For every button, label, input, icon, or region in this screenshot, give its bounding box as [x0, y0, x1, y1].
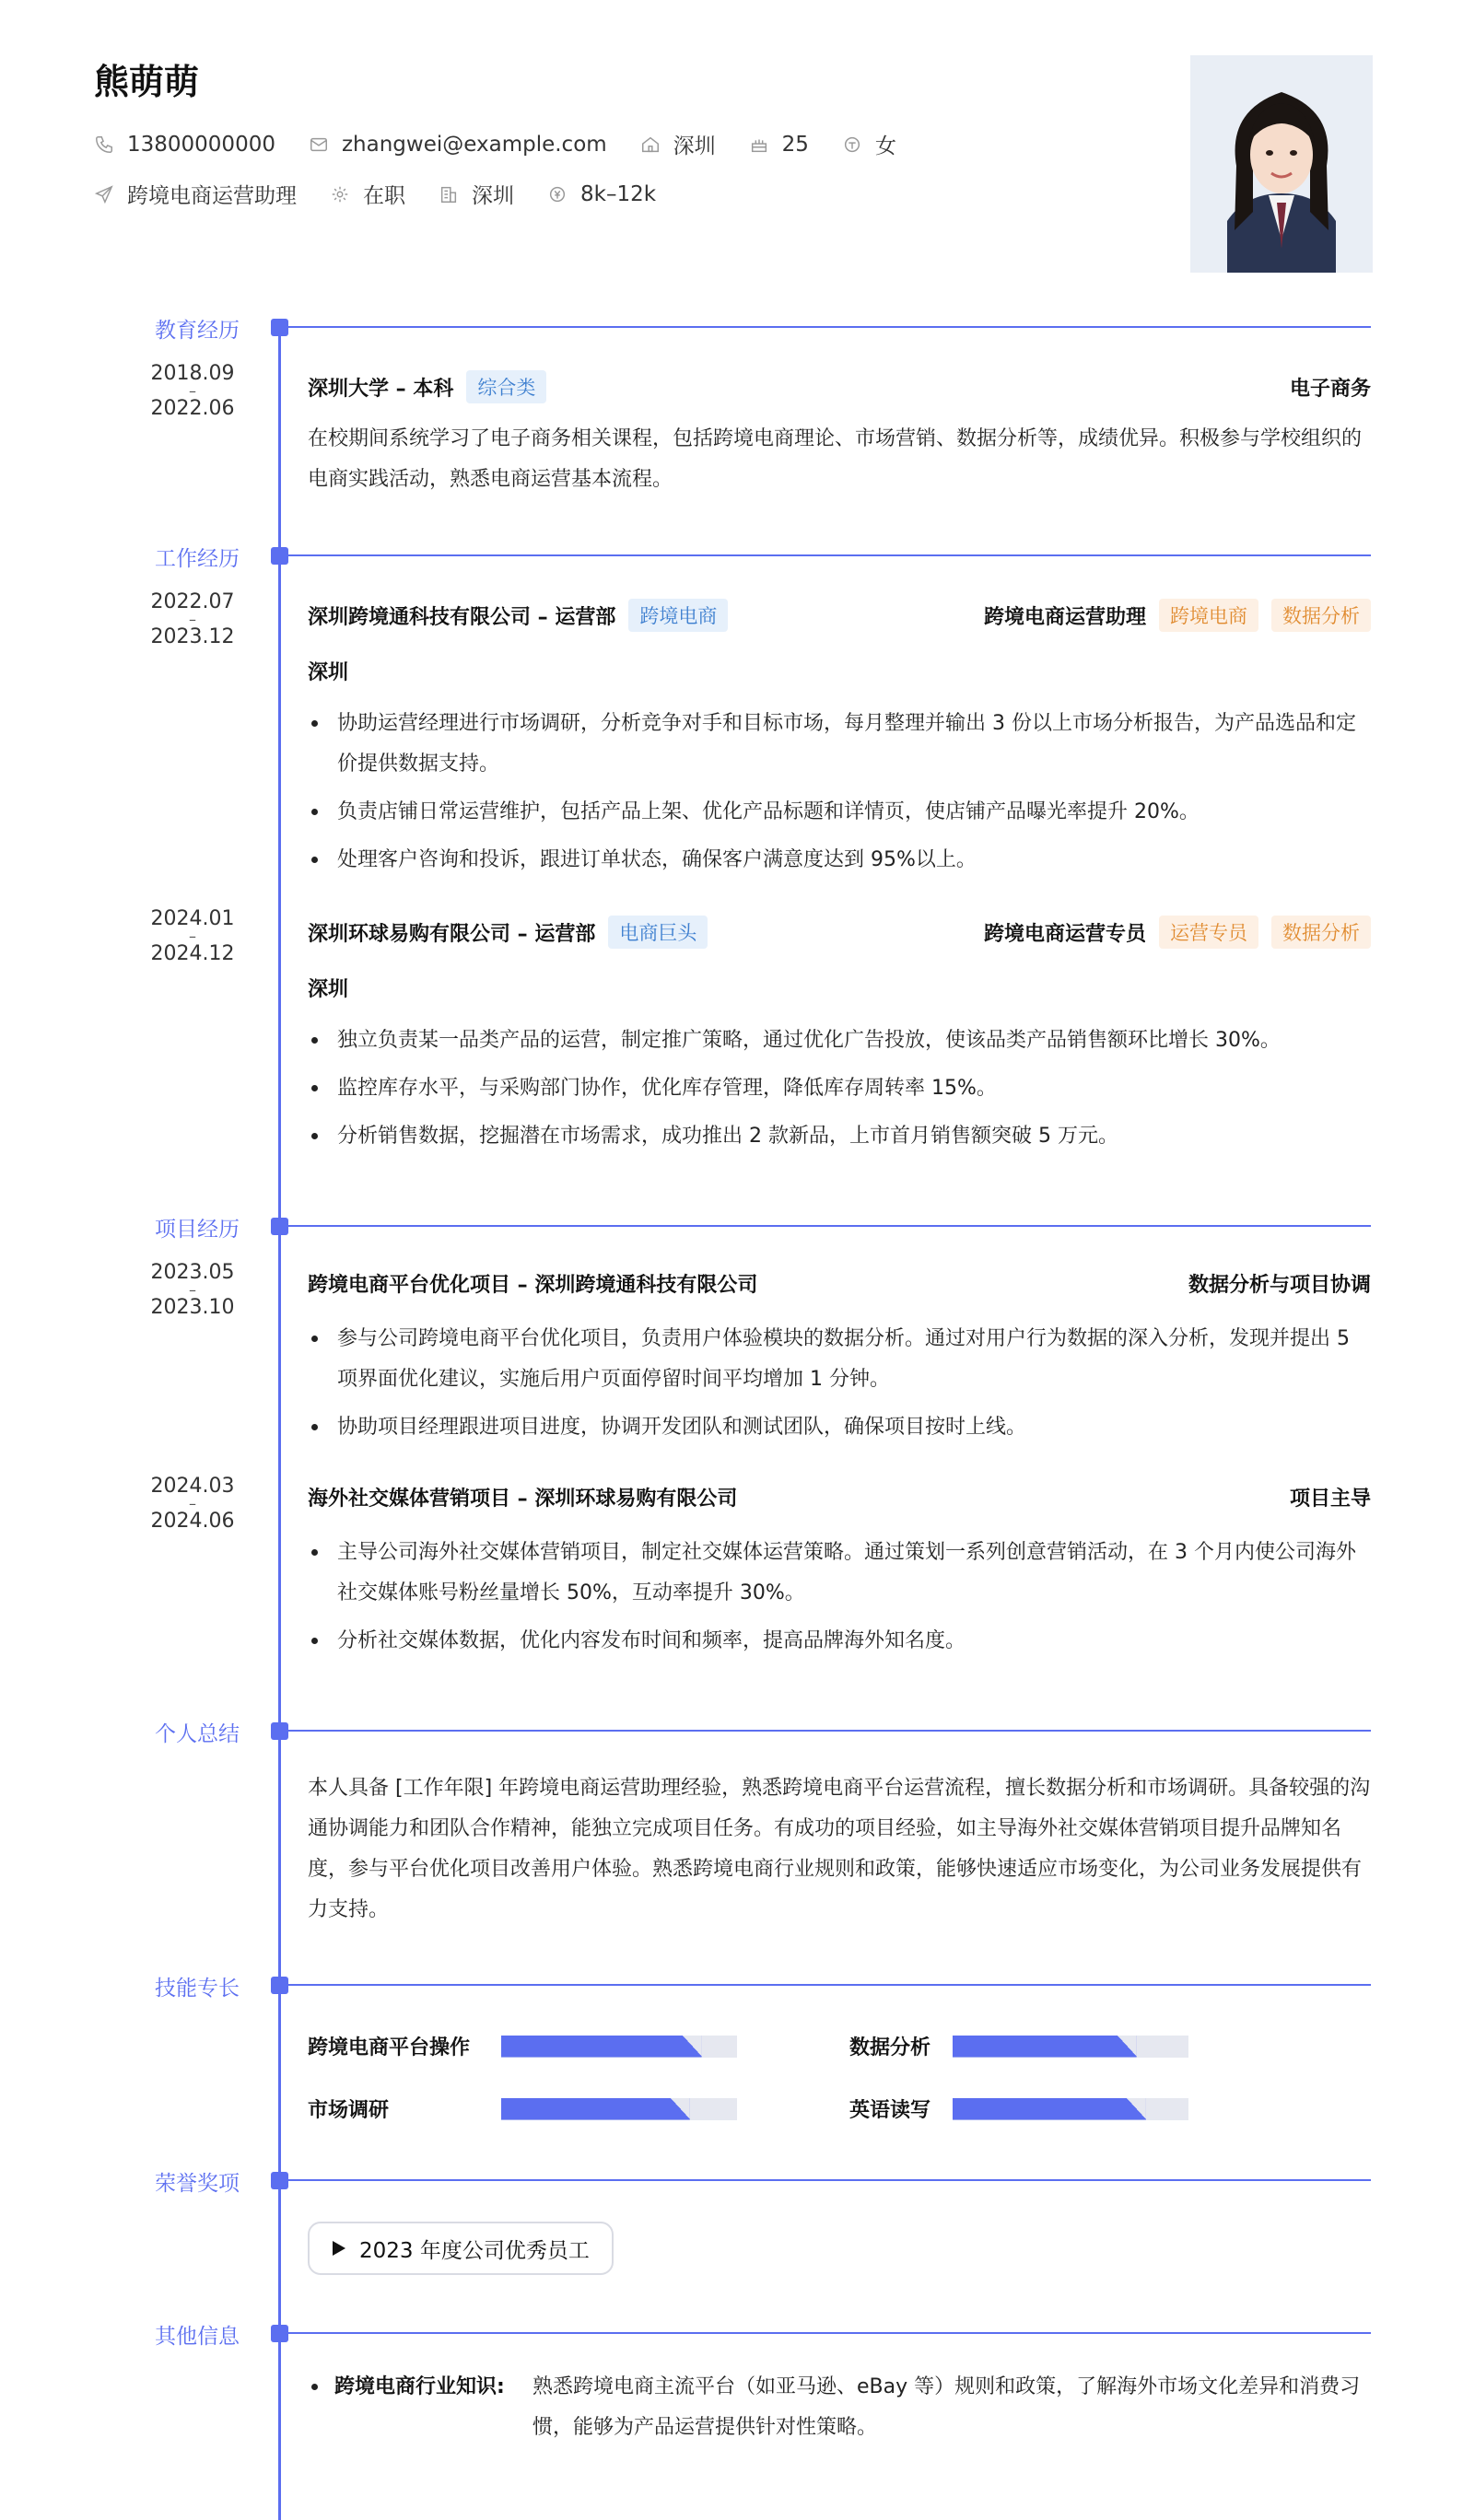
date-start: 2023.05	[150, 1261, 235, 1284]
profile-photo	[1190, 55, 1373, 273]
status-icon	[330, 184, 350, 204]
age-item	[749, 133, 809, 157]
skill-item	[308, 2094, 737, 2123]
section-title-awards: 荣誉奖项	[155, 2172, 240, 2196]
target-job-text: 跨境电商运营助理	[127, 184, 297, 208]
salary-text: 8k–12k	[580, 181, 657, 206]
work-location: 深圳	[308, 978, 349, 1001]
project-date: 2023.05 – 2023.10	[150, 1261, 235, 1319]
city-item	[640, 129, 716, 159]
section-title-work: 工作经历	[155, 547, 240, 571]
candidate-name: 熊萌萌	[94, 62, 200, 102]
target-city-item	[439, 179, 514, 209]
skill-bar	[953, 2098, 1188, 2120]
section-marker	[271, 1218, 288, 1235]
section-title-skills: 技能专长	[155, 1977, 240, 2001]
major: 电子商务	[1289, 377, 1371, 401]
section-marker	[271, 2325, 288, 2342]
list-item: 分析社交媒体数据，优化内容发布时间和频率，提高品牌海外知名度。	[308, 1621, 1371, 1662]
contact-row	[94, 129, 930, 159]
education-description: 在校期间系统学习了电子商务相关课程，包括跨境电商理论、市场营销、数据分析等，成绩优异。积极参与学校组织的电商实践活动，熟悉电商运营基本流程。	[308, 427, 1363, 491]
skill-item	[849, 2094, 1188, 2123]
send-icon	[94, 184, 114, 204]
date-end: 2024.06	[150, 1510, 235, 1533]
company-tag: 跨境电商	[628, 599, 728, 632]
building-icon	[439, 184, 459, 204]
project-date: 2024.03 – 2024.06	[150, 1475, 235, 1533]
skill-name: 数据分析	[849, 2036, 931, 2059]
date-start: 2022.07	[150, 590, 235, 613]
project-title: 跨境电商平台优化项目 – 深圳跨境通科技有限公司	[308, 1274, 758, 1297]
home-icon	[640, 134, 661, 155]
phone-item	[94, 133, 275, 157]
city-text: 深圳	[673, 134, 716, 158]
role-tag: 跨境电商	[1159, 599, 1258, 632]
avatar-illustration	[1190, 55, 1373, 273]
date-end: 2024.12	[150, 942, 235, 965]
section-title-other: 其他信息	[155, 2325, 240, 2349]
job-role: 跨境电商运营专员	[983, 922, 1146, 946]
section-divider	[287, 2332, 1371, 2334]
list-item: 处理客户咨询和投诉，跟进订单状态，确保客户满意度达到 95%以上。	[308, 840, 1371, 881]
section-divider	[287, 1225, 1371, 1227]
other-info-key: 跨境电商行业知识:	[334, 2375, 505, 2398]
skill-bar	[501, 2036, 737, 2058]
status-item	[330, 179, 405, 209]
project-bullets	[308, 1533, 1371, 1669]
date-start: 2024.03	[150, 1475, 235, 1498]
skill-bar-fill	[953, 2098, 1146, 2120]
role-tag: 运营专员	[1159, 916, 1258, 949]
date-end: 2023.10	[150, 1296, 235, 1319]
email-item	[309, 133, 607, 157]
education-header	[308, 370, 1371, 403]
list-item: 监控库存水平，与采购部门协作，优化库存管理，降低库存周转率 15%。	[308, 1068, 1371, 1109]
section-title-project: 项目经历	[155, 1218, 240, 1242]
status-text: 在职	[363, 184, 405, 208]
list-item: 参与公司跨境电商平台优化项目，负责用户体验模块的数据分析。通过对用户行为数据的深入分析，发现并提出 5 项界面优化建议，实施后用户页面停留时间平均增加 1 分钟。	[308, 1319, 1371, 1400]
work-date: 2022.07 – 2023.12	[150, 590, 235, 648]
play-triangle-icon	[332, 2240, 346, 2257]
section-divider	[287, 1984, 1371, 1986]
section-title-education: 教育经历	[155, 319, 240, 343]
job-intent-row	[94, 179, 689, 209]
date-start: 2024.01	[150, 907, 235, 930]
section-marker	[271, 547, 288, 565]
date-start: 2018.09	[150, 362, 235, 385]
company-name: 深圳环球易购有限公司 – 运营部	[308, 922, 596, 946]
education-date: 2018.09 – 2022.06	[150, 362, 235, 420]
list-item: 主导公司海外社交媒体营销项目，制定社交媒体运营策略。通过策划一系列创意营销活动，在 3 个月内使公司海外社交媒体账号粉丝量增长 50%，互动率提升 30%。	[308, 1533, 1371, 1614]
list-item: 独立负责某一品类产品的运营，制定推广策略，通过优化广告投放，使该品类产品销售额环比增长 30%。	[308, 1021, 1371, 1061]
date-end: 2022.06	[150, 397, 235, 420]
work-header	[308, 916, 1371, 949]
skill-name: 英语读写	[849, 2099, 931, 2122]
gender-text: 女	[874, 134, 896, 158]
school-tag: 综合类	[466, 370, 546, 403]
bullet-icon	[311, 2384, 318, 2390]
money-icon	[547, 184, 568, 204]
list-item: 协助项目经理跟进项目进度，协调开发团队和测试团队，确保项目按时上线。	[308, 1407, 1371, 1448]
list-item: 负责店铺日常运营维护，包括产品上架、优化产品标题和详情页，使店铺产品曝光率提升 20%。	[308, 792, 1371, 833]
job-role: 跨境电商运营助理	[983, 605, 1146, 629]
section-marker	[271, 319, 288, 336]
skill-bar-fill	[501, 2036, 702, 2058]
list-item: 分析销售数据，挖掘潜在市场需求，成功推出 2 款新品，上市首月销售额突破 5 万元。	[308, 1116, 1371, 1157]
section-divider	[287, 1730, 1371, 1732]
work-header	[308, 599, 1371, 632]
summary-text: 本人具备 [工作年限] 年跨境电商运营助理经验，熟悉跨境电商平台运营流程，擅长数据分析和市场调研。具备较强的沟通协调能力和团队合作精神，能独立完成项目任务。有成功的项目经验，如主导海外社交媒体营销项目提升品牌知名度，参与平台优化项目改善用户体验。熟悉跨境电商行业规则和政策，能够快速适应市场变化，为公司业务发展提供有力支持。	[308, 1777, 1371, 1921]
award-text: 2023 年度公司优秀员工	[359, 2238, 590, 2263]
phone-icon	[94, 134, 114, 155]
section-marker	[271, 1977, 288, 1994]
section-title-summary: 个人总结	[155, 1722, 240, 1746]
timeline-line	[278, 328, 281, 2520]
section-divider	[287, 2179, 1371, 2181]
age-text: 25	[781, 132, 809, 157]
work-bullets	[308, 704, 1371, 888]
date-end: 2023.12	[150, 625, 235, 648]
project-role: 数据分析与项目协调	[1188, 1274, 1371, 1297]
skill-bar	[501, 2098, 737, 2120]
project-header	[308, 1483, 1371, 1511]
skill-item	[849, 2032, 1188, 2060]
section-marker	[271, 1722, 288, 1740]
work-bullets	[308, 1021, 1371, 1164]
project-bullets	[308, 1319, 1371, 1455]
target-job-item	[94, 179, 297, 209]
role-tag: 数据分析	[1271, 599, 1371, 632]
project-title: 海外社交媒体营销项目 – 深圳环球易购有限公司	[308, 1488, 738, 1511]
other-info-value: 熟悉跨境电商主流平台（如亚马逊、eBay 等）规则和政策，了解海外市场文化差异和消费习惯，能够为产品运营提供针对性策略。	[533, 2375, 1361, 2439]
work-date: 2024.01 – 2024.12	[150, 907, 235, 965]
email-text: zhangwei@example.com	[341, 132, 607, 157]
target-city-text: 深圳	[472, 184, 514, 208]
phone-text: 13800000000	[127, 132, 275, 157]
section-divider	[287, 326, 1371, 328]
skill-item	[308, 2032, 737, 2060]
project-role: 项目主导	[1289, 1488, 1371, 1511]
gender-icon	[842, 134, 862, 155]
gender-item	[842, 129, 896, 159]
company-name: 深圳跨境通科技有限公司 – 运营部	[308, 605, 616, 629]
work-location: 深圳	[308, 661, 349, 684]
company-tag: 电商巨头	[608, 916, 708, 949]
skill-name: 跨境电商平台操作	[308, 2036, 471, 2059]
skill-bar	[953, 2036, 1188, 2058]
other-info-item	[308, 2367, 1371, 2448]
skill-bar-fill	[953, 2036, 1137, 2058]
mail-icon	[309, 134, 329, 155]
role-tag: 数据分析	[1271, 916, 1371, 949]
cake-icon	[749, 134, 769, 155]
project-header	[308, 1269, 1371, 1298]
section-divider	[287, 554, 1371, 556]
list-item: 协助运营经理进行市场调研，分析竞争对手和目标市场，每月整理并输出 3 份以上市场分析报告，为产品选品和定价提供数据支持。	[308, 704, 1371, 785]
school-name: 深圳大学 – 本科	[308, 377, 454, 401]
award-item[interactable]	[308, 2222, 614, 2275]
section-marker	[271, 2172, 288, 2189]
salary-item	[547, 182, 656, 206]
skill-name: 市场调研	[308, 2099, 390, 2122]
skill-bar-fill	[501, 2098, 690, 2120]
